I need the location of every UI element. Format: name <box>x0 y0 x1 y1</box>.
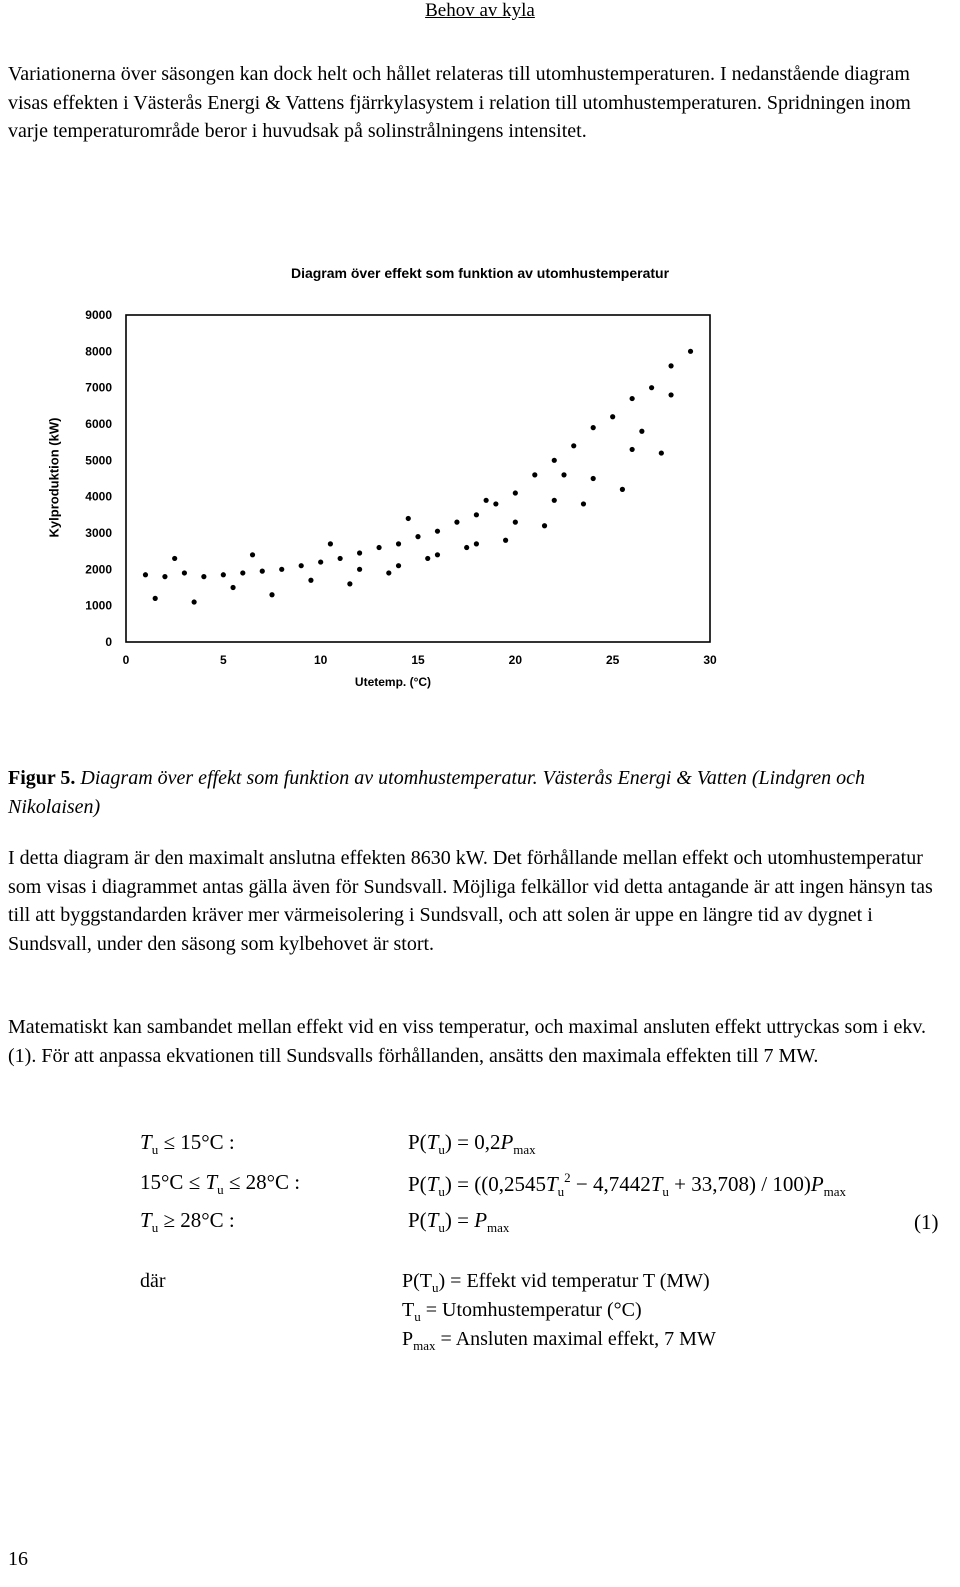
data-point <box>649 385 654 390</box>
data-point <box>143 572 148 577</box>
data-point <box>230 585 235 590</box>
x-tick-label: 25 <box>605 653 620 667</box>
eq-expression-2: $P(T_u) = ((0,2545T_u^2 - 4,7442T_u + 33,708) / 100)P_{max}$ <box>408 1170 847 1199</box>
data-point <box>474 541 479 546</box>
x-tick-label: 5 <box>219 653 227 667</box>
data-point <box>630 396 635 401</box>
data-point <box>357 550 362 555</box>
definition-tu: $T_u$ = Utomhustemperatur (°C) <box>402 1299 642 1324</box>
y-tick-label: 8000 <box>85 344 112 359</box>
data-point <box>620 487 625 492</box>
data-point <box>688 349 693 354</box>
data-point <box>484 498 489 503</box>
y-tick-label: 6000 <box>85 417 112 431</box>
scatter-chart <box>0 290 960 700</box>
data-point <box>192 599 197 604</box>
data-point <box>464 545 469 550</box>
y-tick-label: 4000 <box>85 489 112 504</box>
data-point <box>561 472 566 477</box>
data-point <box>513 490 518 495</box>
data-point <box>639 429 644 434</box>
data-point <box>591 476 596 481</box>
x-tick-label: 0 <box>122 653 130 667</box>
data-point <box>454 520 459 525</box>
paragraph-3: Matematiskt kan sambandet mellan effekt vid en viss temperatur, och maximal ansluten effekt uttryckas som i ekv. (1). För att anpassa ekvationen till Sundsvalls förhållanden, ansätts den maximala effekten till 7 MW. <box>8 1016 927 1067</box>
data-point <box>357 567 362 572</box>
figure-caption-text: Diagram över effekt som funktion av utomhustemperatur. Västerås Energi & Vatten (Lindgren och Nikolaisen) <box>8 767 865 818</box>
data-point <box>610 414 615 419</box>
data-point <box>396 563 401 568</box>
data-point <box>630 447 635 452</box>
data-point <box>668 363 673 368</box>
y-tick-label: 9000 <box>85 308 112 322</box>
x-tick-label: 10 <box>313 653 328 667</box>
data-point <box>532 472 537 477</box>
data-point <box>503 538 508 543</box>
figure-caption <box>8 764 952 822</box>
y-tick-label: 3000 <box>85 526 112 540</box>
y-tick-label: 0 <box>105 635 112 649</box>
data-point <box>172 556 177 561</box>
eq-condition-1: $T_u \le 15^\circ C$ : <box>140 1130 235 1157</box>
data-point <box>513 520 518 525</box>
data-point <box>571 443 576 448</box>
y-tick-label: 2000 <box>85 562 112 577</box>
data-point <box>162 574 167 579</box>
eq-number: (1) <box>914 1210 939 1234</box>
data-point <box>182 570 187 575</box>
definition-p-tu: $P(T_u)$ = Effekt vid temperatur T (MW) <box>402 1270 710 1295</box>
data-point <box>279 567 284 572</box>
data-point <box>153 596 158 601</box>
y-tick-label: 5000 <box>85 453 112 468</box>
chart-y-axis-label: Kylproduktion (kW) <box>46 417 62 538</box>
data-point <box>659 450 664 455</box>
eq-expression-1: $P(T_u) = 0,2P_{max}$ <box>408 1130 536 1157</box>
data-point <box>435 552 440 557</box>
data-point <box>318 559 323 564</box>
data-point <box>474 512 479 517</box>
data-point <box>425 556 430 561</box>
data-point <box>269 592 274 597</box>
data-point <box>493 501 498 506</box>
data-point <box>201 574 206 579</box>
data-point <box>376 545 381 550</box>
data-point <box>396 541 401 546</box>
data-point <box>668 392 673 397</box>
x-tick-label: 15 <box>411 653 425 667</box>
data-point <box>386 570 391 575</box>
eq-condition-2: $15^\circ C \le T_u \le 28^\circ C$ : <box>140 1170 301 1197</box>
data-point <box>435 529 440 534</box>
eq-condition-3: $T_u \ge 28^\circ C$ : <box>140 1208 235 1235</box>
plot-area-frame <box>126 315 710 642</box>
x-tick-label: 30 <box>703 653 717 667</box>
paragraph-2: I detta diagram är den maximalt anslutna effekten 8630 kW. Det förhållande mellan effekt och utomhustemperatur som visas i diagrammet antas gälla även för Sundsvall. Möjliga felkällor vid detta antagande är att ingen hänsyn tas till att byggstandarden kräver mer värmeisolering i Sundsvall, och att solen är uppe en längre tid av dygnet i Sundsvall, under den säsong som kylbehovet är stort. <box>8 847 933 955</box>
chart-x-axis-label: Utetemp. (°C) <box>354 675 432 689</box>
data-point <box>338 556 343 561</box>
data-point <box>406 516 411 521</box>
data-point <box>308 578 313 583</box>
y-tick-label: 7000 <box>85 380 112 395</box>
data-point <box>552 458 557 463</box>
intro-paragraph: Variationerna över säsongen kan dock helt och hållet relateras till utomhustemperaturen. I nedanstående diagram visas effekten i Västerås Energi & Vattens fjärrkylasystem i relation till utomhustemperaturen. Spridningen inom varje temperaturområde beror i huvudsak på solinstrålningens intensitet. <box>8 63 911 142</box>
eq-expression-3: $P(T_u) = P_{max}$ <box>408 1208 510 1235</box>
data-point <box>260 569 265 574</box>
definition-pmax: $P_{max}$ = Ansluten maximal effekt, 7 MW <box>402 1328 716 1353</box>
page-header: Behov av kyla <box>425 0 535 21</box>
data-point <box>542 523 547 528</box>
figure-label: Figur 5. <box>8 767 76 789</box>
data-point <box>415 534 420 539</box>
data-point <box>240 570 245 575</box>
data-point <box>299 563 304 568</box>
chart-title: Diagram över effekt som funktion av utomhustemperatur <box>290 265 670 281</box>
page-number: 16 <box>8 1548 28 1570</box>
x-tick-label: 20 <box>508 653 523 667</box>
data-point <box>221 572 226 577</box>
data-point <box>552 498 557 503</box>
data-point <box>328 541 333 546</box>
data-point <box>591 425 596 430</box>
data-point <box>250 552 255 557</box>
definitions-where: där <box>140 1270 166 1292</box>
y-tick-label: 1000 <box>85 598 112 613</box>
data-point <box>581 501 586 506</box>
data-point <box>347 581 352 586</box>
